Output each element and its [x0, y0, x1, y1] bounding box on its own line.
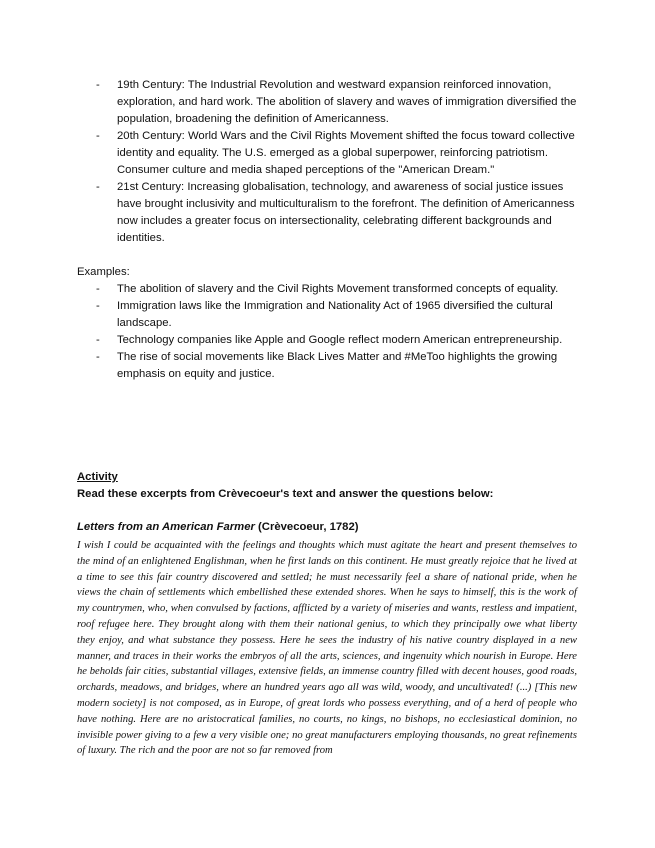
- list-item: - 20th Century: World Wars and the Civil Rights Movement shifted the focus toward collective identity and equality. The U.S. emerged as a global superpower, reinforcing patriotism. Consumer culture and media shaped perceptions of the "American Dream.": [77, 128, 587, 179]
- excerpt-title: [77, 519, 359, 536]
- century-list: [77, 77, 587, 247]
- activity-instruction: Read these excerpts from Crèvecoeur's text and answer the questions below:: [77, 488, 494, 500]
- list-item: - 21st Century: Increasing globalisation, technology, and awareness of social justice issues have brought inclusivity and multiculturalism to the forefront. The definition of Americanness now includes a greater focus on intersectionality, celebrating different backgrounds and identities.: [77, 179, 587, 247]
- excerpt-title-work: Letters from an American Farmer: [77, 521, 255, 533]
- list-item: - 19th Century: The Industrial Revolution and westward expansion reinforced innovation, exploration, and hard work. The abolition of slavery and waves of immigration diversified the population, broadening the definition of Americanness.: [77, 77, 587, 128]
- excerpt-title-citation: (Crèvecoeur, 1782): [254, 521, 359, 533]
- list-item: - The rise of social movements like Black Lives Matter and #MeToo highlights the growing emphasis on equity and justice.: [77, 349, 587, 383]
- excerpt-body: I wish I could be acquainted with the feelings and thoughts which must agitate the heart and present themselves to the mind of an enlightened Englishman, when he first lands on this continent. He must greatly rejoice that he lived at a time to see this fair country discovered and settled; he must necessarily feel a share of national pride, when he views the chain of settlements which embellished these extended shores. When he says to himself, this is the work of my countrymen, who, when convulsed by factions, afflicted by a variety of miseries and wants, restless and impatient, roof refugee here. They brought along with them their national genius, to which they principally owe what liberty they enjoy, and what substance they possess. Here he sees the industry of his native country displayed in a new manner, and traces in their works the embryos of all the arts, sciences, and ingenuity which nourish in Europe. Here he beholds fair cities, substantial villages, extensive fields, an immense country filled with decent houses, good roads, orchards, meadows, and bridges, where an hundred years ago all was wild, woody, and uncultivated! (...) [This new modern society] is not composed, as in Europe, of great lords who possess everything, and of a herd of people who have nothing. Here are no aristocratical families, no courts, no kings, no bishops, no ecclesiastical dominion, no invisible power giving to a few a very visible one; no great manufacturers employing thousands, no great refinements of luxury. The rich and the poor are not so far removed from: [77, 540, 577, 757]
- examples-label: Examples:: [77, 266, 130, 278]
- examples-list: [77, 281, 587, 383]
- list-item: - The abolition of slavery and the Civil Rights Movement transformed concepts of equality.: [77, 281, 587, 298]
- list-item: - Technology companies like Apple and Google reflect modern American entrepreneurship.: [77, 332, 587, 349]
- list-item: - Immigration laws like the Immigration and Nationality Act of 1965 diversified the cultural landscape.: [77, 298, 587, 332]
- activity-heading: Activity: [77, 471, 118, 483]
